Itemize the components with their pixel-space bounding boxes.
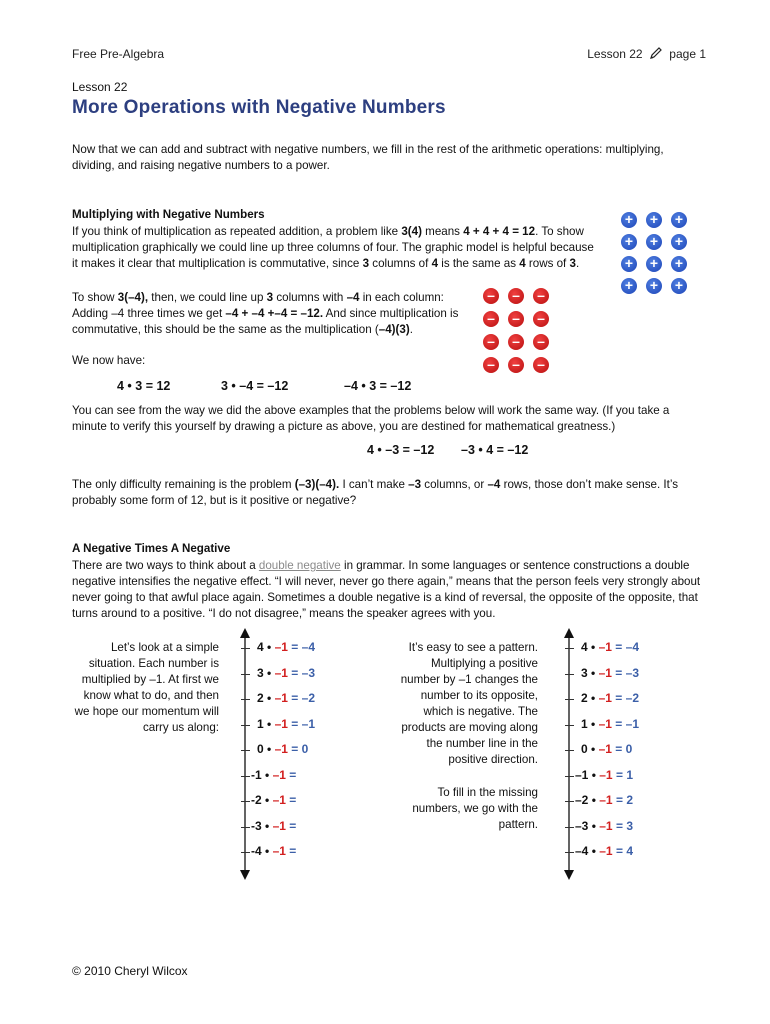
row-bullet: •	[265, 793, 270, 807]
number-line-tick	[565, 776, 574, 777]
row-number: -1	[251, 767, 262, 782]
number-line-tick	[241, 699, 250, 700]
row-bullet: •	[265, 767, 270, 782]
row-result: 1	[626, 767, 633, 782]
left-row	[257, 666, 315, 680]
plus-counter: +	[671, 234, 687, 250]
right-row	[581, 666, 639, 680]
left-row	[251, 793, 296, 807]
plus-counter: +	[671, 256, 687, 272]
row-result: –4	[301, 640, 315, 654]
row-number: 1	[257, 716, 264, 731]
row-result: –4	[625, 640, 639, 654]
row-bullet: •	[591, 716, 596, 731]
number-line-tick	[241, 852, 250, 853]
row-equals: =	[615, 844, 623, 858]
row-bullet: •	[591, 793, 596, 807]
row-multiplier: –1	[274, 640, 288, 654]
mult-paragraph-1: If you think of multiplication as repeated addition, a problem like 3(4) means 4 + 4 + 4 = 12. To show multiplication graphically we could line up three columns of four. The graphic model is helpful because it makes it clear that multiplication is commutative, since 3 columns of 4 is the same as 4 rows of 3.	[72, 225, 594, 270]
row-result: 2	[626, 793, 633, 807]
number-line-tick	[565, 852, 574, 853]
row-equals: =	[615, 767, 623, 782]
right-row	[575, 768, 633, 782]
row-bullet: •	[591, 691, 596, 705]
row-equals: =	[615, 793, 623, 807]
equation-result: 4 • –3 = –12	[367, 443, 435, 457]
row-equals: =	[615, 691, 623, 705]
row-number: 4	[257, 640, 264, 654]
minus-counter: –	[483, 334, 499, 350]
row-result: –3	[301, 665, 315, 680]
number-line-tick	[565, 699, 574, 700]
number-line-tick	[241, 674, 250, 675]
number-line-tick	[241, 801, 250, 802]
row-multiplier: –1	[272, 818, 286, 833]
number-line-tick	[565, 801, 574, 802]
row-multiplier: –1	[274, 716, 288, 731]
row-equals: =	[615, 818, 623, 833]
row-result: –2	[301, 691, 315, 705]
left-row	[257, 717, 315, 731]
double-negative-link[interactable]: double negative	[258, 559, 341, 572]
row-equals: =	[291, 742, 299, 756]
row-bullet: •	[267, 665, 272, 680]
we-now-have: We now have:	[72, 354, 146, 367]
minus-counter: –	[508, 288, 524, 304]
row-equals: =	[289, 767, 297, 782]
plus-counter: +	[646, 212, 662, 228]
right-row	[581, 742, 632, 756]
number-line-tick	[241, 750, 250, 751]
mult-paragraph-3: You can see from the way we did the above examples that the problems below will work the same way. (If you take a minute to verify this yourself by drawing a picture as above, you are destined for mathematical greatness.)	[72, 404, 670, 433]
minus-counter: –	[508, 311, 524, 327]
row-multiplier: –1	[274, 742, 288, 756]
row-bullet: •	[591, 818, 596, 833]
number-line-tick	[241, 648, 250, 649]
number-line-tick	[565, 750, 574, 751]
row-multiplier: –1	[598, 716, 612, 731]
row-bullet: •	[267, 716, 272, 731]
row-multiplier: –1	[598, 665, 612, 680]
section-heading-negative: A Negative Times A Negative	[72, 542, 231, 555]
number-line-right-axis	[563, 628, 575, 880]
row-number: 3	[581, 665, 588, 680]
minus-counter: –	[533, 288, 549, 304]
row-multiplier: –1	[274, 691, 288, 705]
plus-counter: +	[646, 234, 662, 250]
number-line-tick	[565, 827, 574, 828]
plus-counter: +	[671, 212, 687, 228]
row-number: –3	[575, 818, 589, 833]
row-number: –4	[575, 844, 589, 858]
left-row	[251, 819, 296, 833]
minus-counter: –	[483, 288, 499, 304]
row-result: –2	[625, 691, 639, 705]
row-equals: =	[615, 716, 623, 731]
header-page: page 1	[669, 47, 706, 61]
row-bullet: •	[267, 640, 272, 654]
row-bullet: •	[591, 742, 596, 756]
row-number: -2	[251, 793, 262, 807]
row-multiplier: –1	[598, 691, 612, 705]
right-row	[581, 640, 639, 654]
row-bullet: •	[591, 767, 596, 782]
right-row	[575, 844, 633, 858]
mult-paragraph-2: To show 3(–4), then, we could line up 3 columns with –4 in each column: Adding –4 three times we get –4 + –4 +–4 = –12. And since multiplication is commutative, this should be the same as the multiplication (–4)(3).	[72, 291, 459, 336]
left-row	[257, 742, 308, 756]
row-number: 2	[257, 691, 264, 705]
row-bullet: •	[265, 844, 270, 858]
number-line-tick	[565, 725, 574, 726]
number-line-tick	[565, 648, 574, 649]
row-number: 0	[581, 742, 588, 756]
section-heading-multiplying: Multiplying with Negative Numbers	[72, 208, 265, 221]
plus-counter: +	[621, 278, 637, 294]
row-bullet: •	[267, 742, 272, 756]
row-equals: =	[615, 742, 623, 756]
minus-counter: –	[533, 311, 549, 327]
row-equals: =	[291, 640, 299, 654]
row-equals: =	[291, 665, 299, 680]
header-right	[587, 47, 706, 61]
row-result: 3	[626, 818, 633, 833]
row-result: 0	[301, 742, 309, 756]
header-lesson: Lesson 22	[587, 47, 643, 61]
row-result: –1	[301, 716, 315, 731]
number-line-tick	[241, 827, 250, 828]
row-bullet: •	[265, 818, 270, 833]
row-result: 0	[625, 742, 633, 756]
row-bullet: •	[591, 844, 596, 858]
left-row	[257, 640, 315, 654]
row-number: 3	[257, 665, 264, 680]
row-multiplier: –1	[599, 793, 613, 807]
row-multiplier: –1	[274, 665, 288, 680]
right-explanation-2: To fill in the missing numbers, we go with the pattern.	[412, 786, 538, 831]
page-title: More Operations with Negative Numbers	[72, 97, 446, 118]
number-line-left-axis	[239, 628, 251, 880]
mult-paragraph-4: The only difficulty remaining is the problem (–3)(–4). I can’t make –3 columns, or –4 rows, those don’t make sense. It’s probably some form of 12, but is it positive or negative?	[72, 478, 679, 507]
row-equals: =	[289, 793, 297, 807]
row-number: -4	[251, 844, 262, 858]
row-number: 4	[581, 640, 588, 654]
row-result: 4	[626, 844, 633, 858]
row-number: 1	[581, 716, 588, 731]
row-equals: =	[615, 665, 623, 680]
row-multiplier: –1	[599, 818, 613, 833]
equation-result: –3 • 4 = –12	[461, 443, 529, 457]
plus-counter: +	[671, 278, 687, 294]
row-bullet: •	[267, 691, 272, 705]
plus-counter: +	[646, 278, 662, 294]
minus-counter: –	[508, 334, 524, 350]
number-line-tick	[241, 776, 250, 777]
equation-result: 4 • 3 = 12	[117, 379, 171, 393]
minus-counter: –	[483, 357, 499, 373]
row-multiplier: –1	[272, 793, 286, 807]
row-number: 0	[257, 742, 264, 756]
row-result: –1	[625, 716, 639, 731]
left-row	[251, 768, 296, 782]
right-row	[575, 793, 633, 807]
row-multiplier: –1	[599, 844, 613, 858]
row-result: –3	[625, 665, 639, 680]
right-row	[575, 819, 633, 833]
row-number: -3	[251, 818, 262, 833]
minus-counter: –	[483, 311, 499, 327]
plus-counter: +	[621, 256, 637, 272]
negative-paragraph: There are two ways to think about a double negative in grammar. In some languages or sentence constructions a double negative intensifies the negative effect. “I will never, never go there again,” means that the person feels very strongly about never going to that awful place again. Sometimes a double negative is a kind of reversal, the opposite of the opposite, that turns around to a positive. “I do not disagree,” means the speaker agrees with you.	[72, 559, 701, 620]
row-multiplier: –1	[272, 767, 286, 782]
row-number: –1	[575, 767, 589, 782]
row-bullet: •	[591, 665, 596, 680]
row-multiplier: –1	[272, 844, 286, 858]
right-row	[581, 691, 639, 705]
left-row	[251, 844, 296, 858]
equation-result: 3 • –4 = –12	[221, 379, 289, 393]
equation-result: –4 • 3 = –12	[344, 379, 412, 393]
left-explanation: Let’s look at a simple situation. Each number is multiplied by –1. At first we know what to do, and then we hope our momentum will carry us along:	[74, 641, 219, 734]
left-row	[257, 691, 315, 705]
lesson-label: Lesson 22	[72, 80, 128, 94]
minus-counter: –	[533, 357, 549, 373]
intro-paragraph: Now that we can add and subtract with negative numbers, we fill in the rest of the arithmetic operations: multiplying, dividing, and raising negative numbers to a power.	[72, 143, 664, 172]
row-multiplier: –1	[598, 742, 612, 756]
minus-counter: –	[533, 334, 549, 350]
right-row	[581, 717, 639, 731]
row-equals: =	[291, 716, 299, 731]
footer-copyright: © 2010 Cheryl Wilcox	[72, 964, 188, 978]
right-explanation-1: It’s easy to see a pattern. Multiplying a positive number by –1 changes the number to its opposite, which is negative. The products are moving along the number line in the positive direction.	[400, 641, 538, 766]
plus-counter: +	[646, 256, 662, 272]
number-line-tick	[241, 725, 250, 726]
minus-counter: –	[508, 357, 524, 373]
row-bullet: •	[591, 640, 596, 654]
row-equals: =	[289, 818, 297, 833]
plus-counter: +	[621, 212, 637, 228]
row-number: –2	[575, 793, 589, 807]
row-multiplier: –1	[599, 767, 613, 782]
row-equals: =	[289, 844, 297, 858]
row-equals: =	[615, 640, 623, 654]
row-equals: =	[291, 691, 299, 705]
row-multiplier: –1	[598, 640, 612, 654]
number-line-tick	[565, 674, 574, 675]
pencil-icon	[649, 47, 663, 59]
header-left: Free Pre-Algebra	[72, 47, 165, 61]
row-number: 2	[581, 691, 588, 705]
plus-counter: +	[621, 234, 637, 250]
